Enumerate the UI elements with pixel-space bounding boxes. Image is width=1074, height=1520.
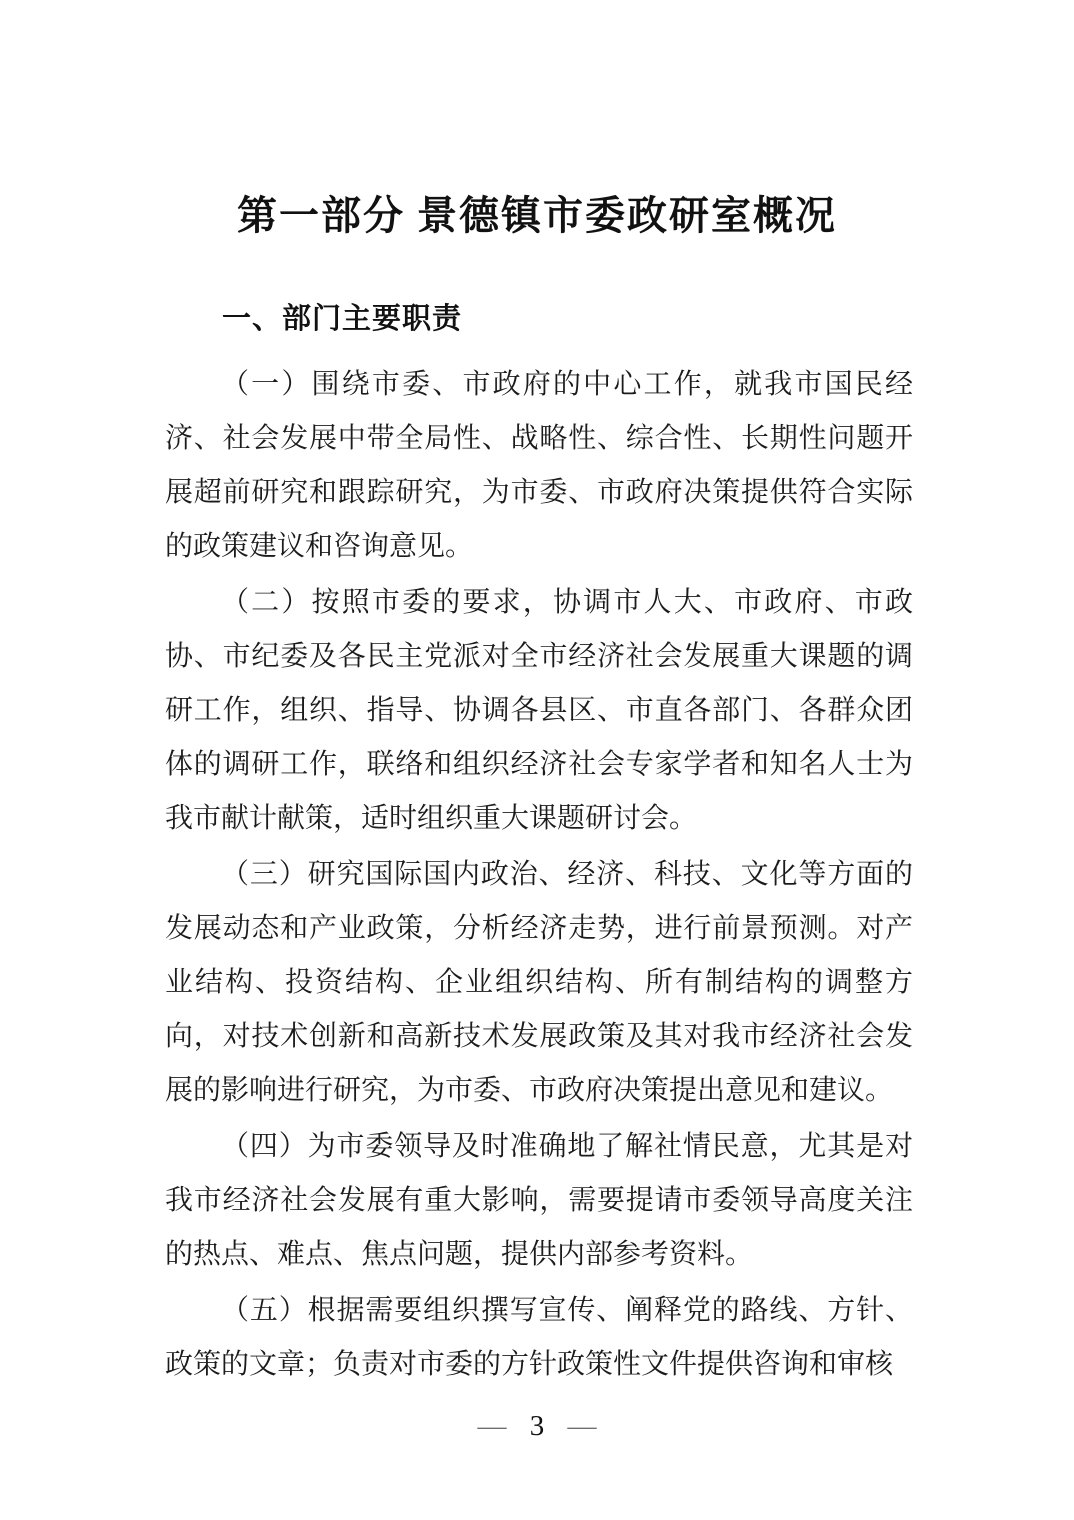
footer-dash-right: —	[567, 1410, 597, 1442]
page-footer	[0, 1406, 1074, 1446]
footer-dash-left: —	[477, 1410, 507, 1442]
paragraph-5: （五）根据需要组织撰写宣传、阐释党的路线、方针、政策的文章；负责对市委的方针政策性文件提供咨询和审核	[165, 1295, 913, 1380]
page-title: 第一部分 景德镇市委政研室概况	[237, 193, 837, 238]
paragraph-1: （一）围绕市委、市政府的中心工作，就我市国民经济、社会发展中带全局性、战略性、综合性、长期性问题开展超前研究和跟踪研究，为市委、市政府决策提供符合实际的政策建议和咨询意见。	[165, 369, 913, 562]
paragraph-3: （三）研究国际国内政治、经济、科技、文化等方面的发展动态和产业政策，分析经济走势，进行前景预测。对产业结构、投资结构、企业组织结构、所有制结构的调整方向，对技术创新和高新技术发展政策及其对我市经济社会发展的影响进行研究，为市委、市政府决策提出意见和建议。	[165, 859, 913, 1106]
paragraph-2: （二）按照市委的要求，协调市人大、市政府、市政协、市纪委及各民主党派对全市经济社会发展重大课题的调研工作，组织、指导、协调各县区、市直各部门、各群众团体的调研工作，联络和组织经济社会专家学者和知名人士为我市献计献策，适时组织重大课题研讨会。	[165, 587, 913, 834]
document-body	[165, 358, 913, 1394]
page-number: 3	[529, 1410, 545, 1442]
paragraph-4: （四）为市委领导及时准确地了解社情民意，尤其是对我市经济社会发展有重大影响，需要提请市委领导高度关注的热点、难点、焦点问题，提供内部参考资料。	[165, 1131, 913, 1270]
section-heading: 一、部门主要职责	[222, 303, 463, 335]
